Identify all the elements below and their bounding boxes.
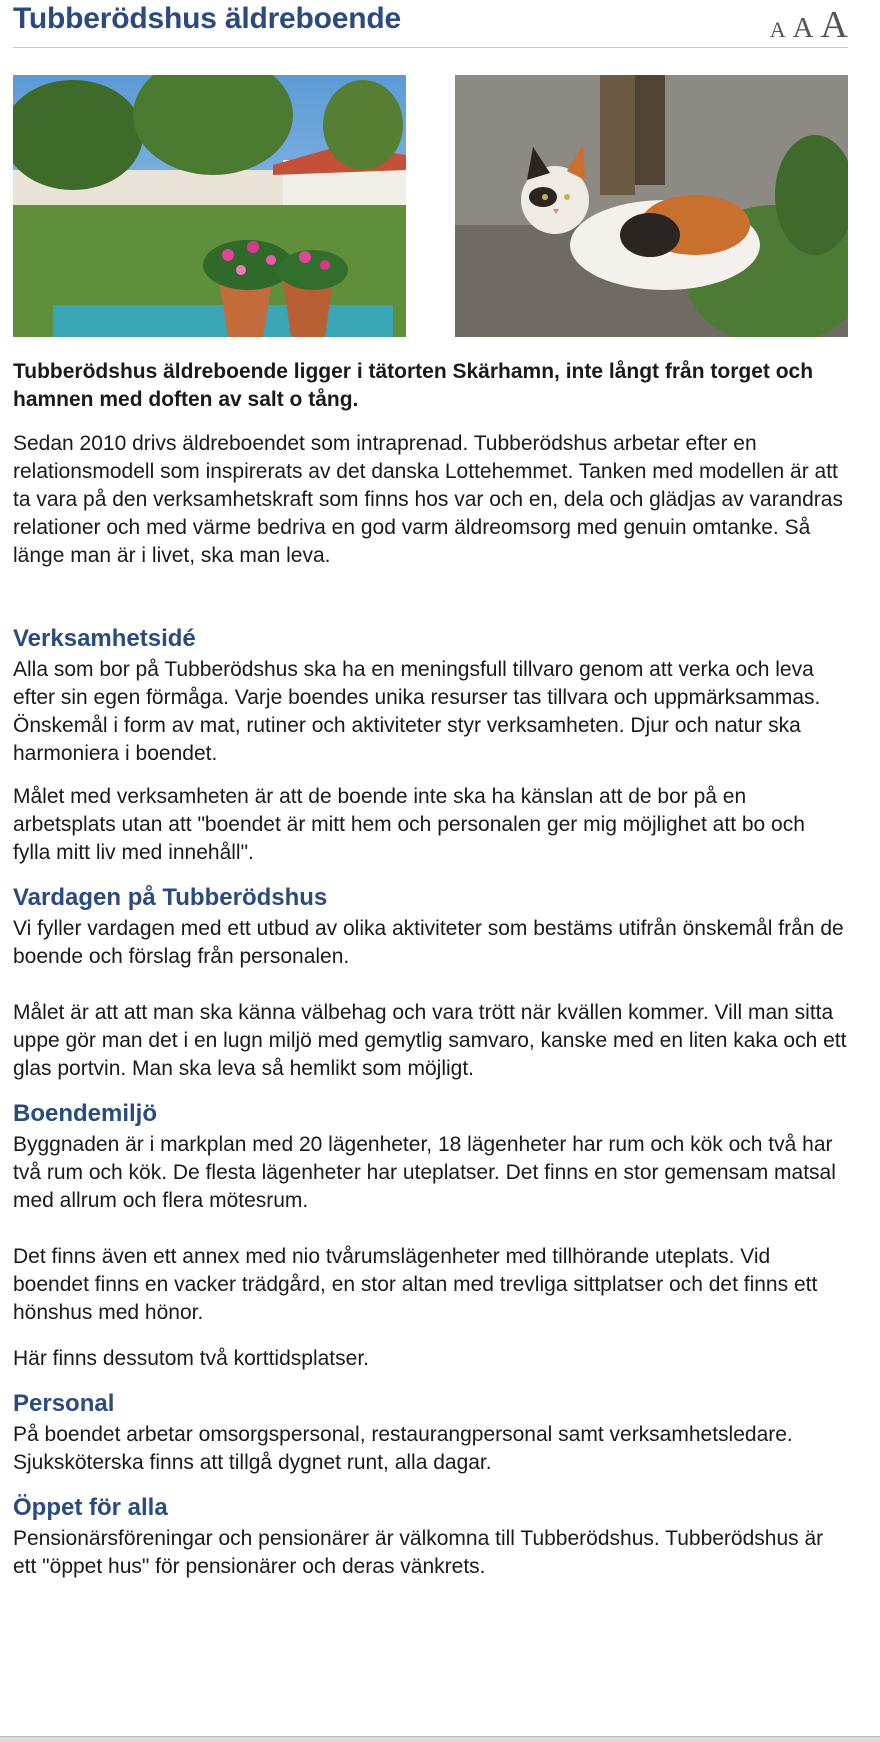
boendemiljo-paragraph-1: Byggnaden är i markplan med 20 lägenheter, 18 lägenheter har rum och kök och två har två rum och kök. De flesta lägenheter har uteplatser. Det finns en stor gemensam matsal med allrum och flera mötesrum. [13, 1133, 836, 1212]
boendemiljo-paragraph-2: Det finns även ett annex med nio tvårumslägenheter med tillhörande uteplats. Vid boendet finns en vacker trädgård, en stor altan med trevliga sittplatser och det finns ett hönshus med hönor. [13, 1245, 818, 1324]
intro-lead: Tubberödshus äldreboende ligger i tätorten Skärhamn, inte långt från torget och hamnen med doften av salt o tång. [13, 360, 814, 411]
page [13, 0, 848, 1578]
heading-vardagen: Vardagen på Tubberödshus [13, 884, 328, 911]
content [13, 358, 848, 1581]
heading-personal: Personal [13, 1390, 115, 1417]
heading-oppet-for-alla: Öppet för alla [13, 1494, 168, 1521]
heading-boendemiljo: Boendemiljö [13, 1100, 158, 1127]
font-size-small-button[interactable]: A [769, 17, 786, 42]
garden-photo [13, 75, 406, 337]
oppet-paragraph-1: Pensionärsföreningar och pensionärer är välkomna till Tubberödshus. Tubberödshus är ett "öppet hus" för pensionärer och deras vänkrets. [13, 1527, 824, 1578]
heading-verksamhetside: Verksamhetsidé [13, 625, 196, 652]
vardagen-paragraph-1: Vi fyller vardagen med ett utbud av olika aktiviteter som bestäms utifrån önskemål från de boende och förslag från personalen. [13, 917, 844, 968]
font-size-controls [770, 6, 848, 44]
page-title: Tubberödshus äldreboende [13, 2, 402, 35]
personal-paragraph-1: På boendet arbetar omsorgspersonal, restaurangpersonal samt verksamhetsledare. Sjuksköterska finns att tillgå dygnet runt, alla dagar. [13, 1423, 793, 1474]
photo-row [13, 75, 848, 337]
verksamhet-paragraph-2: Målet med verksamheten är att de boende inte ska ha känslan att de bor på en arbetsplats utan att "boendet är mitt hem och personalen ger mig möjlighet att bo och fylla mitt liv med innehåll". [13, 785, 805, 864]
font-size-medium-button[interactable]: A [792, 12, 814, 44]
bottom-edge [0, 1736, 880, 1742]
font-size-large-button[interactable]: A [820, 4, 848, 46]
intro-body: Sedan 2010 drivs äldreboendet som intraprenad. Tubberödshus arbetar efter en relationsmodell som inspirerats av det danska Lottehemmet. Tanken med modellen är att ta vara på den verksamhetskraft som finns hos var och en, dela och glädjas av varandras relationer och med värme bedriva en god varm äldreomsorg med genuin omtanke. Så länge man är i livet, ska man leva. [13, 432, 843, 567]
vardagen-paragraph-2: Målet är att att man ska känna välbehag och vara trött när kvällen kommer. Vill man sitta uppe gör man det i en lugn miljö med gemytlig samvaro, kanske med en liten kaka och ett glas portvin. Man ska leva så hemlikt som möjligt. [13, 1001, 847, 1080]
verksamhet-paragraph-1: Alla som bor på Tubberödshus ska ha en meningsfull tillvaro genom att verka och leva efter sin egen förmåga. Varje boendes unika resurser tas tillvara och uppmärksammas. Önskemål i form av mat, rutiner och aktiviteter styr verksamheten. Djur och natur ska harmoniera i boendet. [13, 658, 821, 765]
page-header [13, 0, 848, 48]
cat-photo [455, 75, 848, 337]
boendemiljo-paragraph-3: Här finns dessutom två korttidsplatser. [13, 1347, 369, 1370]
